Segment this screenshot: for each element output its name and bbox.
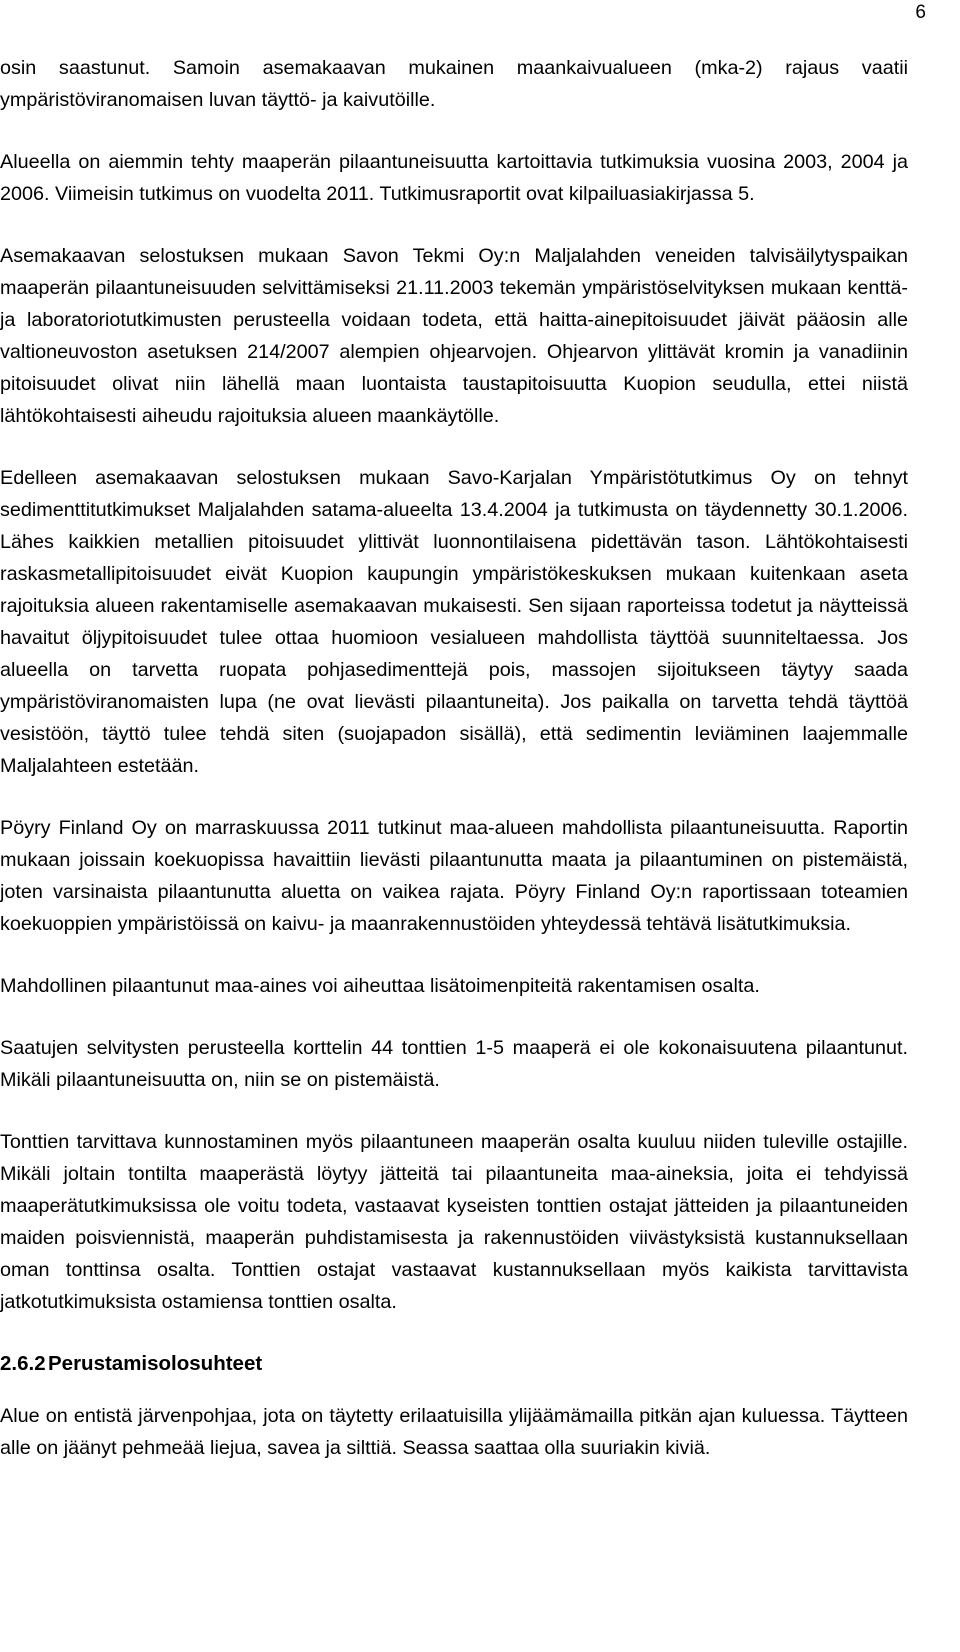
paragraph: Edelleen asemakaavan selostuksen mukaan Savo-Karjalan Ympäristötutkimus Oy on tehnyt sedimenttitutkimukset Maljalahden satama-alueelta 13.4.2004 ja tutkimusta on täydennetty 30.1.2006. Lähes kaikkien metallien pitoisuudet ylittivät luonnontilaisena pidettävän tason. Lähtökohtaisesti raskasmetallipitoisuudet eivät Kuopion kaupungin ympäristökeskuksen mukaan kuitenkaan aseta rajoituksia alueen rakentamiselle asemakaavan mukaisesti. Sen sijaan raporteissa todetut ja näytteissä havaitut öljypitoisuudet tulee ottaa huomioon vesialueen mahdollista täyttöä suunniteltaessa. Jos alueella on tarvetta ruopata pohjasedimenttejä pois, massojen sijoitukseen täytyy saada ympäristöviranomaisten lupa (ne ovat lievästi pilaantuneita). Jos paikalla on tarvetta tehdä täyttöä vesistöön, täyttö tulee tehdä siten (suojapadon sisällä), että sedimentin leviäminen laajemmalle Maljalahteen estetään. bbox=[0, 467, 908, 777]
paragraph: Pöyry Finland Oy on marraskuussa 2011 tutkinut maa-alueen mahdollista pilaantuneisuutta. Raportin mukaan joissain koekuopissa havaittiin lievästi pilaantunutta maata ja pilaantuminen on pistemäistä, joten varsinaista pilaantunutta aluetta on vaikea rajata. Pöyry Finland Oy:n raportissaan toteamien koekuoppien ympäristöissä on kaivu- ja maanrakennustöiden yhteydessä tehtävä lisätutkimuksia. bbox=[0, 817, 908, 935]
paragraph: osin saastunut. Samoin asemakaavan mukainen maankaivualueen (mka-2) rajaus vaatii ympäristöviranomaisen luvan täyttö- ja kaivutöille. bbox=[0, 57, 908, 111]
paragraph: Alue on entistä järvenpohjaa, jota on täytetty erilaatuisilla ylijäämämailla pitkän ajan kuluessa. Täytteen alle on jäänyt pehmeää liejua, savea ja silttiä. Seassa saattaa olla suuriakin kiviä. bbox=[0, 1405, 908, 1459]
page-number: 6 bbox=[915, 2, 926, 23]
paragraph: Tonttien tarvittava kunnostaminen myös pilaantuneen maaperän osalta kuuluu niiden tuleville ostajille. Mikäli joltain tontilta maaperästä löytyy jätteitä tai pilaantuneita maa-aineksia, joita ei tehdyissä maaperätutkimuksissa ole voitu todeta, vastaavat kyseisten tonttien ostajat jätteiden ja pilaantuneiden maiden poisviennistä, maaperän puhdistamisesta ja rakennustöiden viivästyksistä kustannuksellaan oman tonttinsa osalta. Tonttien ostajat vastaavat kustannuksellaan myös kaikista tarvittavista jatkotutkimuksista ostamiensa tonttien osalta. bbox=[0, 1131, 908, 1313]
paragraph: Asemakaavan selostuksen mukaan Savon Tekmi Oy:n Maljalahden veneiden talvisäilytyspaikan maaperän pilaantuneisuuden selvittämiseksi 21.11.2003 tekemän ympäristöselvityksen mukaan kenttä- ja laboratoriotutkimusten perusteella voidaan todeta, että haitta-ainepitoisuudet jäivät pääosin alle valtioneuvoston asetuksen 214/2007 alempien ohjearvojen. Ohjearvon ylittävät kromin ja vanadiinin pitoisuudet olivat niin lähellä maan luontaista taustapitoisuutta Kuopion seudulla, ettei niistä lähtökohtaisesti aiheudu rajoituksia alueen maankäytölle. bbox=[0, 245, 908, 427]
document-page bbox=[0, 52, 908, 1494]
section-number: 2.6.2 bbox=[0, 1352, 46, 1375]
paragraph: Mahdollinen pilaantunut maa-aines voi aiheuttaa lisätoimenpiteitä rakentamisen osalta. bbox=[0, 975, 760, 997]
section-heading bbox=[0, 1348, 908, 1380]
paragraph: Alueella on aiemmin tehty maaperän pilaantuneisuutta kartoittavia tutkimuksia vuosina 2003, 2004 ja 2006. Viimeisin tutkimus on vuodelta 2011. Tutkimusraportit ovat kilpailuasiakirjassa 5. bbox=[0, 151, 908, 205]
section-title: Perustamisolosuhteet bbox=[48, 1352, 263, 1375]
paragraph: Saatujen selvitysten perusteella korttelin 44 tonttien 1-5 maaperä ei ole kokonaisuutena pilaantunut. Mikäli pilaantuneisuutta on, niin se on pistemäistä. bbox=[0, 1037, 908, 1091]
